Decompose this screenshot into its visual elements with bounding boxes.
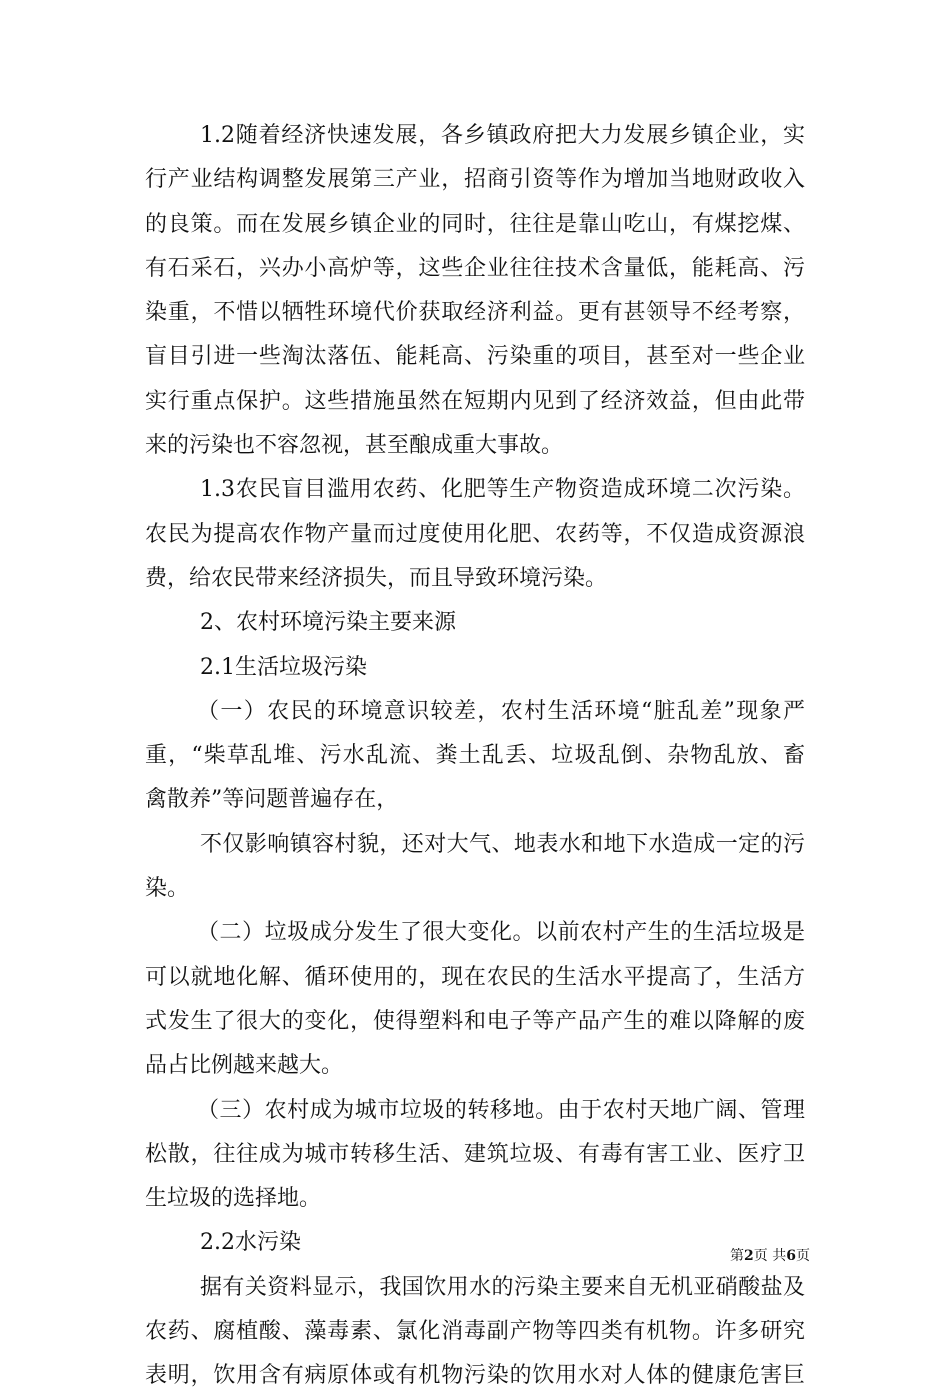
- text-line: （二）垃圾成分发生了很大变化。以前农村产生的生活垃圾是: [197, 920, 805, 946]
- text-line: 有石采石，兴办小高炉等，这些企业往往技术含量低，能耗高、污: [145, 255, 805, 281]
- total-page-number: 6: [786, 1248, 796, 1264]
- text-line: 费，给农民带来经济损失，而且导致环境污染。: [145, 565, 608, 591]
- text-line: 的良策。而在发展乡镇企业的同时，往往是靠山吃山，有煤挖煤、: [145, 211, 805, 237]
- page-number-footer: [700, 1245, 810, 1267]
- subsection-heading: 2.2水污染: [200, 1230, 301, 1256]
- text-line: 1.3农民盲目滥用农药、化肥等生产物资造成环境二次污染。: [200, 477, 805, 503]
- text-line: 来的污染也不容忽视，甚至酿成重大事故。: [145, 433, 564, 459]
- text-line: 可以就地化解、循环使用的，现在农民的生活水平提高了，生活方: [145, 964, 805, 990]
- text-line: 不仅影响镇容村貌，还对大气、地表水和地下水造成一定的污: [200, 831, 805, 857]
- text-line: 松散，往往成为城市转移生活、建筑垃圾、有毒有害工业、医疗卫: [145, 1141, 805, 1167]
- current-page-number: 2: [744, 1248, 754, 1264]
- subsection-heading: 2.1生活垃圾污染: [200, 654, 367, 680]
- text-line: 品占比例越来越大。: [145, 1053, 344, 1079]
- text-line: （三）农村成为城市垃圾的转移地。由于农村天地广阔、管理: [197, 1097, 805, 1123]
- text-line: 染。: [145, 876, 190, 902]
- text-line: 实行重点保护。这些措施虽然在短期内见到了经济效益，但由此带: [145, 388, 805, 414]
- text-line: 生垃圾的选择地。: [145, 1186, 322, 1212]
- footer-prefix: 第: [730, 1248, 745, 1264]
- text-line: 禽散养”等问题普遍存在，: [145, 787, 399, 813]
- text-line: 表明，饮用含有病原体或有机物污染的饮用水对人体的健康危害巨: [145, 1363, 805, 1389]
- section-heading: 2、农村环境污染主要来源: [200, 610, 456, 636]
- text-line: 据有关资料显示，我国饮用水的污染主要来自无机亚硝酸盐及: [200, 1274, 805, 1300]
- text-line: 盲目引进一些淘汰落伍、能耗高、污染重的项目，甚至对一些企业: [145, 344, 805, 370]
- text-line: 染重，不惜以牺牲环境代价获取经济利益。更有甚领导不经考察，: [145, 300, 805, 326]
- text-line: 农民为提高农作物产量而过度使用化肥、农药等，不仅造成资源浪: [145, 521, 805, 547]
- text-line: 1.2随着经济快速发展，各乡镇政府把大力发展乡镇企业，实: [200, 123, 805, 148]
- text-line: 式发生了很大的变化，使得塑料和电子等产品产生的难以降解的废: [145, 1008, 805, 1034]
- text-line: 农药、腐植酸、藻毒素、氯化消毒副产物等四类有机物。许多研究: [145, 1319, 805, 1345]
- text-line: 行产业结构调整发展第三产业，招商引资等作为增加当地财政收入: [145, 167, 805, 193]
- text-line: 重，“柴草乱堆、污水乱流、粪土乱丢、垃圾乱倒、杂物乱放、畜: [145, 743, 805, 769]
- footer-suffix: 页: [796, 1248, 810, 1264]
- footer-middle: 页 共: [753, 1248, 787, 1264]
- document-body: [145, 114, 805, 1399]
- text-line: （一）农民的环境意识较差，农村生活环境“脏乱差”现象严: [197, 698, 805, 724]
